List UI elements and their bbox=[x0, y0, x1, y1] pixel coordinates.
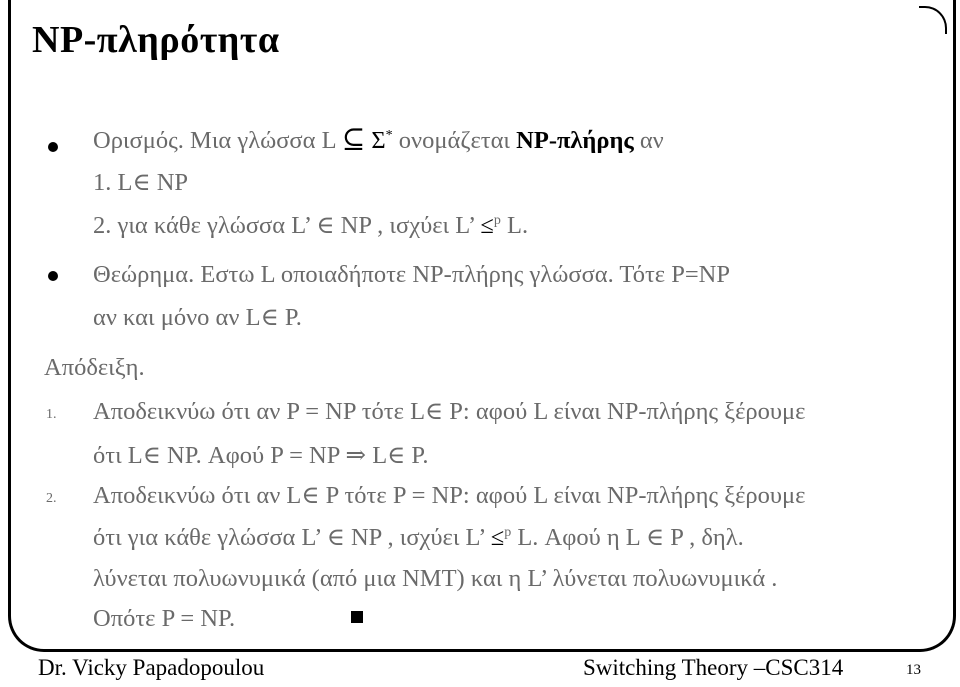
p-superscript: p bbox=[493, 212, 501, 228]
proof-label: Απόδειξη. bbox=[44, 354, 145, 381]
theorem-line-2: αν και μόνο αν L∈ P. bbox=[93, 304, 302, 331]
proof-2-line-4: Οπότε P = NP. bbox=[93, 605, 236, 632]
bullet-theorem bbox=[48, 271, 58, 281]
footer-course: Switching Theory –CSC314 bbox=[583, 655, 844, 680]
proof-2-line-2-suffix: L. Αφού η L ∈ P , δηλ. bbox=[511, 524, 744, 551]
qed-square-icon bbox=[351, 611, 363, 623]
subset-symbol: ⊆ bbox=[341, 124, 366, 155]
bullet-definition bbox=[48, 142, 58, 152]
star-superscript: * bbox=[385, 127, 393, 143]
sigma-symbol: Σ bbox=[365, 127, 386, 154]
definition-item-2 bbox=[93, 211, 528, 241]
page-number: 13 bbox=[906, 662, 921, 678]
definition-prefix: Ορισμός. Μια γλώσσα L bbox=[93, 127, 342, 154]
footer-author: Dr. Vicky Papadopoulou bbox=[38, 655, 265, 680]
proof-2-line-2-prefix: ότι για κάθε γλώσσα L’ ∈ NP , ισχύει L’ bbox=[93, 524, 491, 551]
proof-number-2: 2. bbox=[46, 491, 57, 506]
p-superscript-proof: p bbox=[504, 524, 512, 540]
leq-symbol-proof: ≤ bbox=[490, 524, 505, 551]
np-complete-term: NP-πλήρης bbox=[516, 127, 634, 154]
proof-2-line-3: λύνεται πολυωνυμικά (από μια NMT) και η L’ λύνεται πολυωνυμικά . bbox=[93, 565, 778, 592]
proof-2-line-1: Αποδεικνύω ότι αν L∈ P τότε P = NP: αφού L είναι NP-πλήρης ξέρουμε bbox=[93, 482, 806, 509]
frame-corner-decoration bbox=[919, 6, 947, 34]
leq-symbol: ≤ bbox=[480, 212, 494, 239]
item2-prefix: 2. για κάθε γλώσσα L’ ∈ NP , ισχύει L’ bbox=[93, 212, 481, 239]
definition-item-1: 1. L∈ NP bbox=[93, 169, 189, 196]
definition-line bbox=[93, 125, 664, 156]
definition-suffix: αν bbox=[633, 127, 664, 154]
proof-1-line-2: ότι L∈ NP. Αφού P = NP ⇒ L∈ P. bbox=[93, 442, 429, 469]
theorem-line-1: Θεώρημα. Εστω L οποιαδήποτε NP-πλήρης γλώσσα. Τότε P=NP bbox=[93, 261, 730, 288]
definition-middle: ονομάζεται bbox=[392, 127, 517, 154]
proof-2-line-2 bbox=[93, 523, 744, 553]
item2-suffix: L. bbox=[500, 212, 529, 239]
proof-1-line-1: Αποδεικνύω ότι αν P = NP τότε L∈ P: αφού L είναι NP-πλήρης ξέρουμε bbox=[93, 398, 806, 425]
slide-title: NP-πληρότητα bbox=[32, 19, 280, 61]
proof-number-1: 1. bbox=[46, 407, 57, 422]
